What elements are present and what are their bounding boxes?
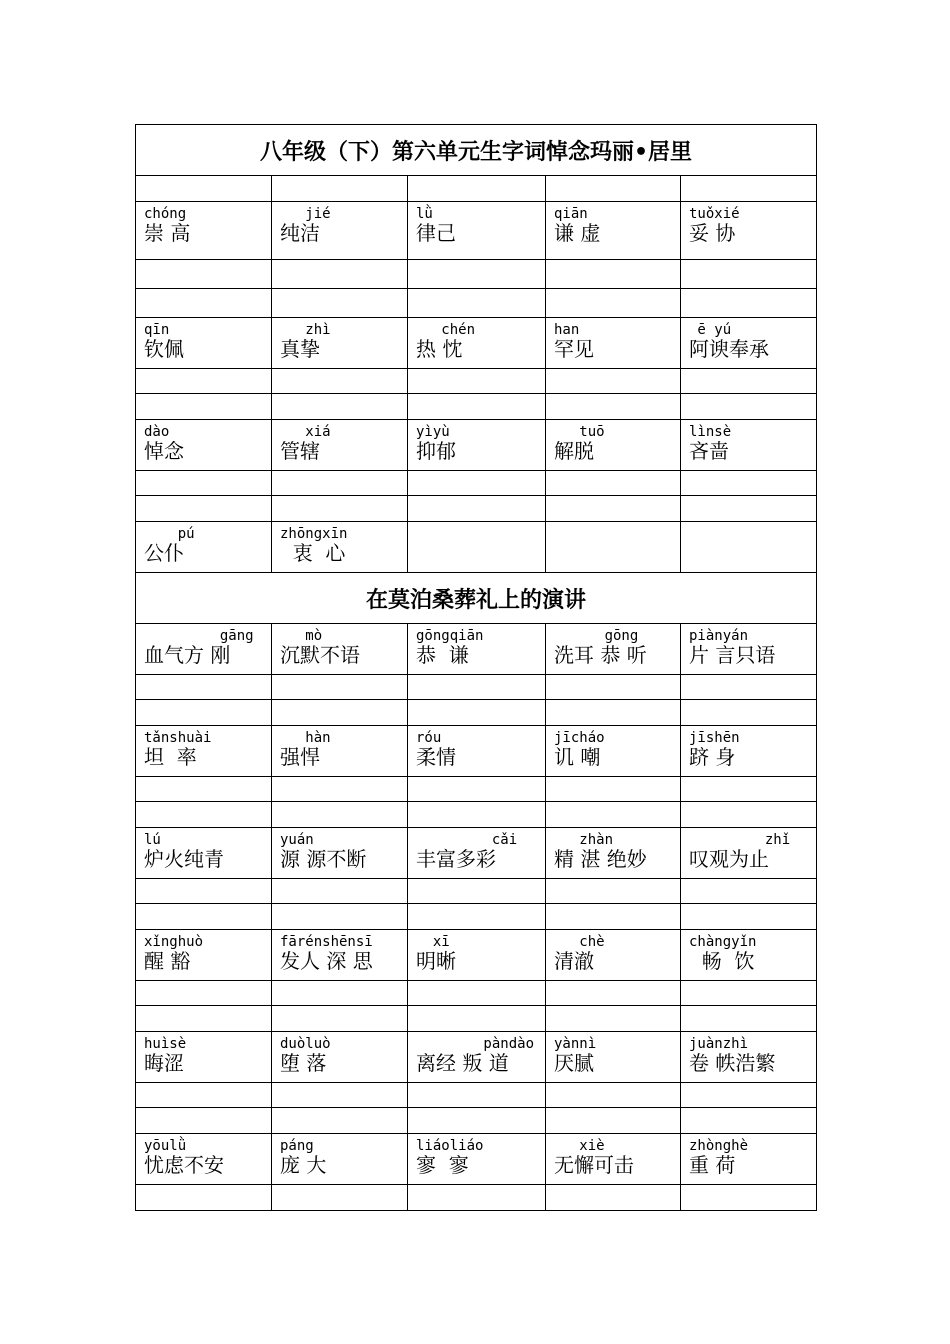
word-cell [681, 726, 817, 777]
chinese-word: 醒 豁 [144, 949, 191, 973]
blank-cell [272, 1185, 408, 1211]
blank-cell [136, 1006, 272, 1032]
blank-cell [408, 1006, 546, 1032]
chinese-word: 解脱 [554, 439, 594, 463]
blank-row [136, 981, 817, 1006]
blank-cell [136, 802, 272, 828]
pinyin: xǐnghuò [144, 934, 204, 950]
word-cell [681, 522, 817, 573]
blank-cell [546, 289, 681, 318]
chinese-word: 重 荷 [689, 1153, 736, 1177]
blank-cell [408, 471, 546, 496]
word-cell [272, 930, 408, 981]
blank-cell [546, 1108, 681, 1134]
blank-cell [546, 1006, 681, 1032]
blank-row [136, 496, 817, 522]
chinese-word: 抑郁 [416, 439, 456, 463]
blank-cell [408, 1083, 546, 1108]
blank-cell [408, 1185, 546, 1211]
word-cell [408, 930, 546, 981]
chinese-word: 崇 高 [144, 221, 191, 245]
pinyin: gāng [144, 628, 254, 644]
word-cell [408, 624, 546, 675]
word-cell [408, 1134, 546, 1185]
word-cell [546, 202, 681, 260]
chinese-word: 沉默不语 [280, 643, 360, 667]
chinese-word: 精 湛 绝妙 [554, 847, 647, 871]
blank-cell [136, 879, 272, 904]
blank-cell [272, 904, 408, 930]
word-cell [136, 202, 272, 260]
blank-cell [408, 777, 546, 802]
word-row [136, 930, 817, 981]
chinese-word: 卷 帙浩繁 [689, 1051, 776, 1075]
pinyin [689, 527, 816, 542]
chinese-word: 堕 落 [280, 1051, 327, 1075]
word-cell [408, 420, 546, 471]
pinyin: piànyán [689, 628, 749, 644]
blank-cell [272, 981, 408, 1006]
word-row [136, 1032, 817, 1083]
blank-cell [272, 879, 408, 904]
blank-cell [681, 675, 817, 700]
word-cell [136, 1134, 272, 1185]
blank-row [136, 289, 817, 318]
word-cell [272, 726, 408, 777]
chinese-word: 晦涩 [144, 1051, 184, 1075]
pinyin: lǜ [416, 206, 433, 222]
chinese-word: 讥 嘲 [554, 745, 601, 769]
word-row [136, 522, 817, 573]
blank-row [136, 176, 817, 202]
blank-cell [681, 802, 817, 828]
chinese-word: 跻 身 [689, 745, 736, 769]
word-cell [408, 726, 546, 777]
blank-cell [272, 394, 408, 420]
blank-cell [546, 700, 681, 726]
blank-cell [136, 981, 272, 1006]
chinese-word: 柔情 [416, 745, 456, 769]
chinese-word: 清澈 [554, 949, 594, 973]
pinyin: gōng [554, 628, 639, 644]
blank-cell [546, 904, 681, 930]
chinese-word: 悼念 [144, 439, 184, 463]
word-cell [681, 202, 817, 260]
blank-cell [681, 1006, 817, 1032]
word-cell [546, 522, 681, 573]
chinese-word: 纯洁 [280, 221, 320, 245]
pinyin: mò [280, 628, 323, 644]
blank-cell [272, 675, 408, 700]
pinyin: juànzhì [689, 1036, 749, 1052]
blank-cell [272, 289, 408, 318]
pinyin [416, 527, 545, 542]
pinyin: xī [416, 934, 450, 950]
word-cell [546, 624, 681, 675]
word-cell [408, 522, 546, 573]
word-cell [136, 624, 272, 675]
blank-row [136, 471, 817, 496]
blank-cell [136, 471, 272, 496]
chinese-word: 洗耳 恭 听 [554, 643, 647, 667]
blank-cell [681, 1185, 817, 1211]
blank-row [136, 879, 817, 904]
pinyin: hàn [280, 730, 331, 746]
word-cell [681, 1134, 817, 1185]
word-cell [408, 828, 546, 879]
blank-cell [408, 496, 546, 522]
chinese-word: 血气方 刚 [144, 643, 231, 667]
blank-cell [136, 289, 272, 318]
word-cell [546, 828, 681, 879]
chinese-word: 庞 大 [280, 1153, 327, 1177]
blank-cell [136, 496, 272, 522]
blank-cell [136, 675, 272, 700]
chinese-word: 衷 心 [280, 541, 346, 565]
blank-cell [681, 1108, 817, 1134]
pinyin: zhàn [554, 832, 614, 848]
word-cell [681, 624, 817, 675]
blank-cell [546, 777, 681, 802]
chinese-word: 厌腻 [554, 1051, 594, 1075]
word-cell [681, 1032, 817, 1083]
blank-cell [272, 777, 408, 802]
pinyin: huìsè [144, 1036, 187, 1052]
blank-cell [546, 176, 681, 202]
blank-row [136, 777, 817, 802]
blank-cell [272, 1006, 408, 1032]
word-cell [681, 420, 817, 471]
pinyin: tǎnshuài [144, 730, 212, 746]
blank-cell [546, 981, 681, 1006]
blank-cell [272, 369, 408, 394]
blank-cell [681, 176, 817, 202]
pinyin: yìyù [416, 424, 450, 440]
pinyin: yuán [280, 832, 314, 848]
blank-cell [136, 1083, 272, 1108]
pinyin [554, 527, 680, 542]
word-cell [136, 726, 272, 777]
word-row [136, 420, 817, 471]
pinyin: yànnì [554, 1036, 597, 1052]
pinyin: jīcháo [554, 730, 605, 746]
pinyin: qiān [554, 206, 588, 222]
blank-cell [681, 904, 817, 930]
blank-row [136, 904, 817, 930]
pinyin: dào [144, 424, 170, 440]
pinyin: gōngqiān [416, 628, 484, 644]
chinese-word: 吝啬 [689, 439, 729, 463]
word-cell [546, 420, 681, 471]
word-cell [136, 420, 272, 471]
blank-cell [546, 496, 681, 522]
chinese-word: 寥 寥 [416, 1153, 469, 1177]
blank-row [136, 394, 817, 420]
chinese-word: 钦佩 [144, 337, 184, 361]
word-cell [136, 318, 272, 369]
chinese-word: 管辖 [280, 439, 320, 463]
blank-row [136, 1006, 817, 1032]
word-cell [681, 318, 817, 369]
blank-cell [546, 802, 681, 828]
pinyin: chóng [144, 206, 187, 222]
chinese-word: 妥 协 [689, 221, 736, 245]
blank-row [136, 675, 817, 700]
blank-cell [272, 802, 408, 828]
pinyin: zhōngxīn [280, 526, 348, 542]
blank-row [136, 1185, 817, 1211]
blank-cell [136, 176, 272, 202]
blank-row [136, 369, 817, 394]
blank-cell [408, 289, 546, 318]
blank-cell [681, 471, 817, 496]
blank-row [136, 1108, 817, 1134]
blank-cell [681, 289, 817, 318]
vocabulary-table [135, 124, 817, 1211]
pinyin: tuō [554, 424, 605, 440]
pinyin: lú [144, 832, 161, 848]
word-row [136, 828, 817, 879]
pinyin: páng [280, 1138, 314, 1154]
pinyin: xiè [554, 1138, 605, 1154]
pinyin: tuǒxié [689, 206, 740, 222]
blank-cell [546, 1083, 681, 1108]
blank-cell [546, 675, 681, 700]
blank-cell [136, 369, 272, 394]
pinyin: xiá [280, 424, 331, 440]
pinyin: han [554, 322, 580, 338]
blank-cell [408, 369, 546, 394]
blank-cell [681, 496, 817, 522]
word-cell [136, 828, 272, 879]
pinyin: fārénshēnsī [280, 934, 373, 950]
chinese-word: 片 言只语 [689, 643, 776, 667]
blank-cell [272, 700, 408, 726]
word-cell [681, 828, 817, 879]
blank-cell [408, 260, 546, 289]
pinyin: zhì [280, 322, 331, 338]
blank-cell [272, 1108, 408, 1134]
blank-cell [136, 1108, 272, 1134]
word-cell [272, 202, 408, 260]
blank-cell [681, 1083, 817, 1108]
pinyin: yōulǜ [144, 1138, 187, 1154]
blank-cell [681, 369, 817, 394]
blank-cell [681, 777, 817, 802]
pinyin: róu [416, 730, 442, 746]
word-cell [272, 1134, 408, 1185]
blank-cell [272, 496, 408, 522]
blank-cell [546, 260, 681, 289]
pinyin: cǎi [416, 832, 518, 848]
pinyin: zhònghè [689, 1138, 749, 1154]
chinese-word: 坦 率 [144, 745, 197, 769]
word-row [136, 624, 817, 675]
blank-cell [272, 260, 408, 289]
pinyin: pú [144, 526, 195, 542]
blank-cell [546, 1185, 681, 1211]
word-cell [272, 624, 408, 675]
chinese-word: 谦 虚 [554, 221, 601, 245]
blank-cell [681, 879, 817, 904]
blank-cell [272, 1083, 408, 1108]
word-cell [546, 1032, 681, 1083]
chinese-word: 畅 饮 [689, 949, 755, 973]
blank-row [136, 1083, 817, 1108]
blank-cell [408, 700, 546, 726]
pinyin: chén [416, 322, 476, 338]
word-row [136, 318, 817, 369]
blank-cell [546, 471, 681, 496]
pinyin: pàndào [416, 1036, 535, 1052]
blank-cell [408, 675, 546, 700]
word-row [136, 726, 817, 777]
blank-cell [136, 1185, 272, 1211]
blank-cell [408, 981, 546, 1006]
chinese-word: 发人 深 思 [280, 949, 373, 973]
pinyin: ē yú [689, 322, 732, 338]
word-cell [546, 726, 681, 777]
word-cell [272, 318, 408, 369]
pinyin: qīn [144, 322, 170, 338]
chinese-word: 炉火纯青 [144, 847, 224, 871]
blank-cell [546, 879, 681, 904]
blank-cell [681, 394, 817, 420]
word-cell [272, 828, 408, 879]
blank-cell [408, 394, 546, 420]
blank-cell [681, 700, 817, 726]
blank-cell [546, 394, 681, 420]
word-cell [546, 318, 681, 369]
chinese-word: 公仆 [144, 541, 184, 565]
blank-cell [272, 471, 408, 496]
blank-cell [136, 904, 272, 930]
chinese-word: 丰富多彩 [416, 847, 496, 871]
blank-row [136, 700, 817, 726]
word-row [136, 202, 817, 260]
chinese-word: 律己 [416, 221, 456, 245]
blank-cell [408, 904, 546, 930]
chinese-word: 热 忱 [416, 337, 463, 361]
chinese-word: 离经 叛 道 [416, 1051, 509, 1075]
chinese-word: 真挚 [280, 337, 320, 361]
word-cell [272, 1032, 408, 1083]
section-title: 在莫泊桑葬礼上的演讲 [136, 573, 817, 624]
chinese-word: 明晰 [416, 949, 456, 973]
pinyin: duòluò [280, 1036, 331, 1052]
chinese-word: 强悍 [280, 745, 320, 769]
pinyin: liáoliáo [416, 1138, 484, 1154]
pinyin: jié [280, 206, 331, 222]
chinese-word: 忧虑不安 [144, 1153, 224, 1177]
chinese-word: 叹观为止 [689, 847, 769, 871]
blank-cell [136, 260, 272, 289]
blank-cell [681, 981, 817, 1006]
pinyin: lìnsè [689, 424, 732, 440]
blank-cell [136, 700, 272, 726]
word-cell [136, 930, 272, 981]
blank-cell [408, 802, 546, 828]
word-cell [272, 522, 408, 573]
word-cell [408, 202, 546, 260]
pinyin: chàngyǐn [689, 934, 757, 950]
title-row: 八年级（下）第六单元生字词悼念玛丽•居里 [136, 125, 817, 176]
word-cell [681, 930, 817, 981]
blank-cell [136, 777, 272, 802]
blank-cell [136, 394, 272, 420]
blank-cell [408, 879, 546, 904]
blank-cell [272, 176, 408, 202]
pinyin: chè [554, 934, 605, 950]
chinese-word: 恭 谦 [416, 643, 469, 667]
word-cell [136, 522, 272, 573]
chinese-word: 罕见 [554, 337, 594, 361]
blank-cell [546, 369, 681, 394]
word-row [136, 1134, 817, 1185]
blank-cell [408, 176, 546, 202]
chinese-word: 无懈可击 [554, 1153, 634, 1177]
blank-cell [681, 260, 817, 289]
chinese-word: 阿谀奉承 [689, 337, 769, 361]
word-cell [546, 930, 681, 981]
word-cell [408, 1032, 546, 1083]
blank-row [136, 802, 817, 828]
chinese-word: 源 源不断 [280, 847, 367, 871]
word-cell [272, 420, 408, 471]
word-cell [408, 318, 546, 369]
pinyin: jīshēn [689, 730, 740, 746]
blank-row [136, 260, 817, 289]
blank-cell [408, 1108, 546, 1134]
word-cell [136, 1032, 272, 1083]
pinyin: zhǐ [689, 832, 791, 848]
word-cell [546, 1134, 681, 1185]
